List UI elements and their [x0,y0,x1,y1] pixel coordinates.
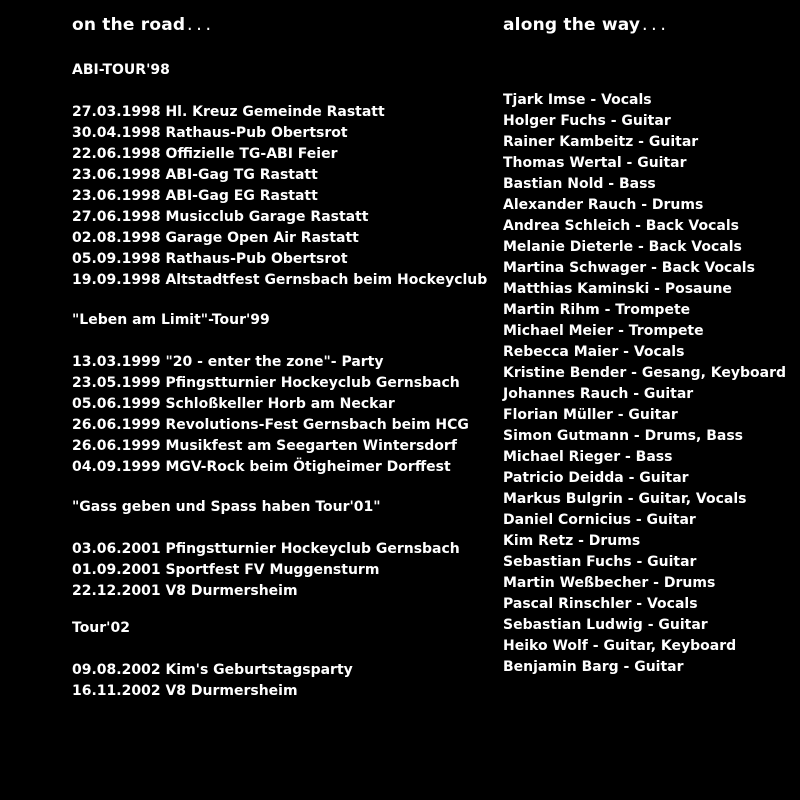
gig-entry: 23.06.1998 ABI-Gag TG Rastatt [72,167,318,183]
member-entry: Michael Rieger - Bass [503,449,673,465]
gig-entry: 02.08.1998 Garage Open Air Rastatt [72,230,359,246]
member-entry: Thomas Wertal - Guitar [503,155,687,171]
gig-entry: 27.03.1998 Hl. Kreuz Gemeinde Rastatt [72,104,385,120]
along-the-way-heading [503,15,668,35]
gig-entry: 05.09.1998 Rathaus-Pub Obertsrot [72,251,348,267]
gig-entry: 22.12.2001 V8 Durmersheim [72,583,298,599]
gig-entry: 04.09.1999 MGV-Rock beim Ötigheimer Dorffest [72,459,451,475]
member-entry: Simon Gutmann - Drums, Bass [503,428,743,444]
member-entry: Florian Müller - Guitar [503,407,678,423]
along-the-way-heading-text: along the way [503,15,641,35]
member-entry: Rebecca Maier - Vocals [503,344,685,360]
gig-entry: 26.06.1999 Revolutions-Fest Gernsbach beim HCG [72,417,469,433]
gig-entry: 16.11.2002 V8 Durmersheim [72,683,298,699]
gig-entry: 22.06.1998 Offizielle TG-ABI Feier [72,146,338,162]
gig-entry: 19.09.1998 Altstadtfest Gernsbach beim Hockeyclub [72,272,488,288]
tour-title: "Leben am Limit"-Tour'99 [72,312,270,328]
member-entry: Martin Weßbecher - Drums [503,575,716,591]
member-entry: Daniel Cornicius - Guitar [503,512,696,528]
gig-entry: 09.08.2002 Kim's Geburtstagsparty [72,662,353,678]
member-entry: Johannes Rauch - Guitar [503,386,694,402]
band-members-list [503,90,786,678]
member-entry: Holger Fuchs - Guitar [503,113,671,129]
on-the-road-heading [72,15,213,35]
gig-entry: 27.06.1998 Musicclub Garage Rastatt [72,209,369,225]
tour-title: "Gass geben und Spass haben Tour'01" [72,499,381,515]
gig-entry: 01.09.2001 Sportfest FV Muggensturm [72,562,380,578]
member-entry: Kristine Bender - Gesang, Keyboard [503,365,787,381]
member-entry: Tjark Imse - Vocals [503,92,652,108]
on-the-road-heading-dots: ... [185,16,213,34]
gig-entry: 26.06.1999 Musikfest am Seegarten Wintersdorf [72,438,457,454]
member-entry: Bastian Nold - Bass [503,176,656,192]
member-entry: Pascal Rinschler - Vocals [503,596,698,612]
member-entry: Andrea Schleich - Back Vocals [503,218,739,234]
member-entry: Sebastian Fuchs - Guitar [503,554,697,570]
gig-entry: 23.06.1998 ABI-Gag EG Rastatt [72,188,318,204]
gig-entry: 13.03.1999 "20 - enter the zone"- Party [72,354,384,370]
tour-title: Tour'02 [72,620,130,636]
on-the-road-heading-text: on the road [72,15,186,35]
gig-entry: 30.04.1998 Rathaus-Pub Obertsrot [72,125,348,141]
member-entry: Markus Bulgrin - Guitar, Vocals [503,491,747,507]
member-entry: Benjamin Barg - Guitar [503,659,684,675]
member-entry: Martin Rihm - Trompete [503,302,691,318]
member-entry: Heiko Wolf - Guitar, Keyboard [503,638,737,654]
gig-entry: 05.06.1999 Schloßkeller Horb am Neckar [72,396,395,412]
tour-title: ABI-TOUR'98 [72,62,170,78]
member-entry: Sebastian Ludwig - Guitar [503,617,708,633]
member-entry: Martina Schwager - Back Vocals [503,260,755,276]
member-entry: Alexander Rauch - Drums [503,197,704,213]
member-entry: Kim Retz - Drums [503,533,641,549]
gig-entry: 23.05.1999 Pfingstturnier Hockeyclub Gernsbach [72,375,460,391]
member-entry: Matthias Kaminski - Posaune [503,281,732,297]
member-entry: Patricio Deidda - Guitar [503,470,689,486]
along-the-way-heading-dots: ... [640,16,668,34]
gig-entry: 03.06.2001 Pfingstturnier Hockeyclub Gernsbach [72,541,460,557]
member-entry: Michael Meier - Trompete [503,323,704,339]
member-entry: Melanie Dieterle - Back Vocals [503,239,742,255]
member-entry: Rainer Kambeitz - Guitar [503,134,699,150]
